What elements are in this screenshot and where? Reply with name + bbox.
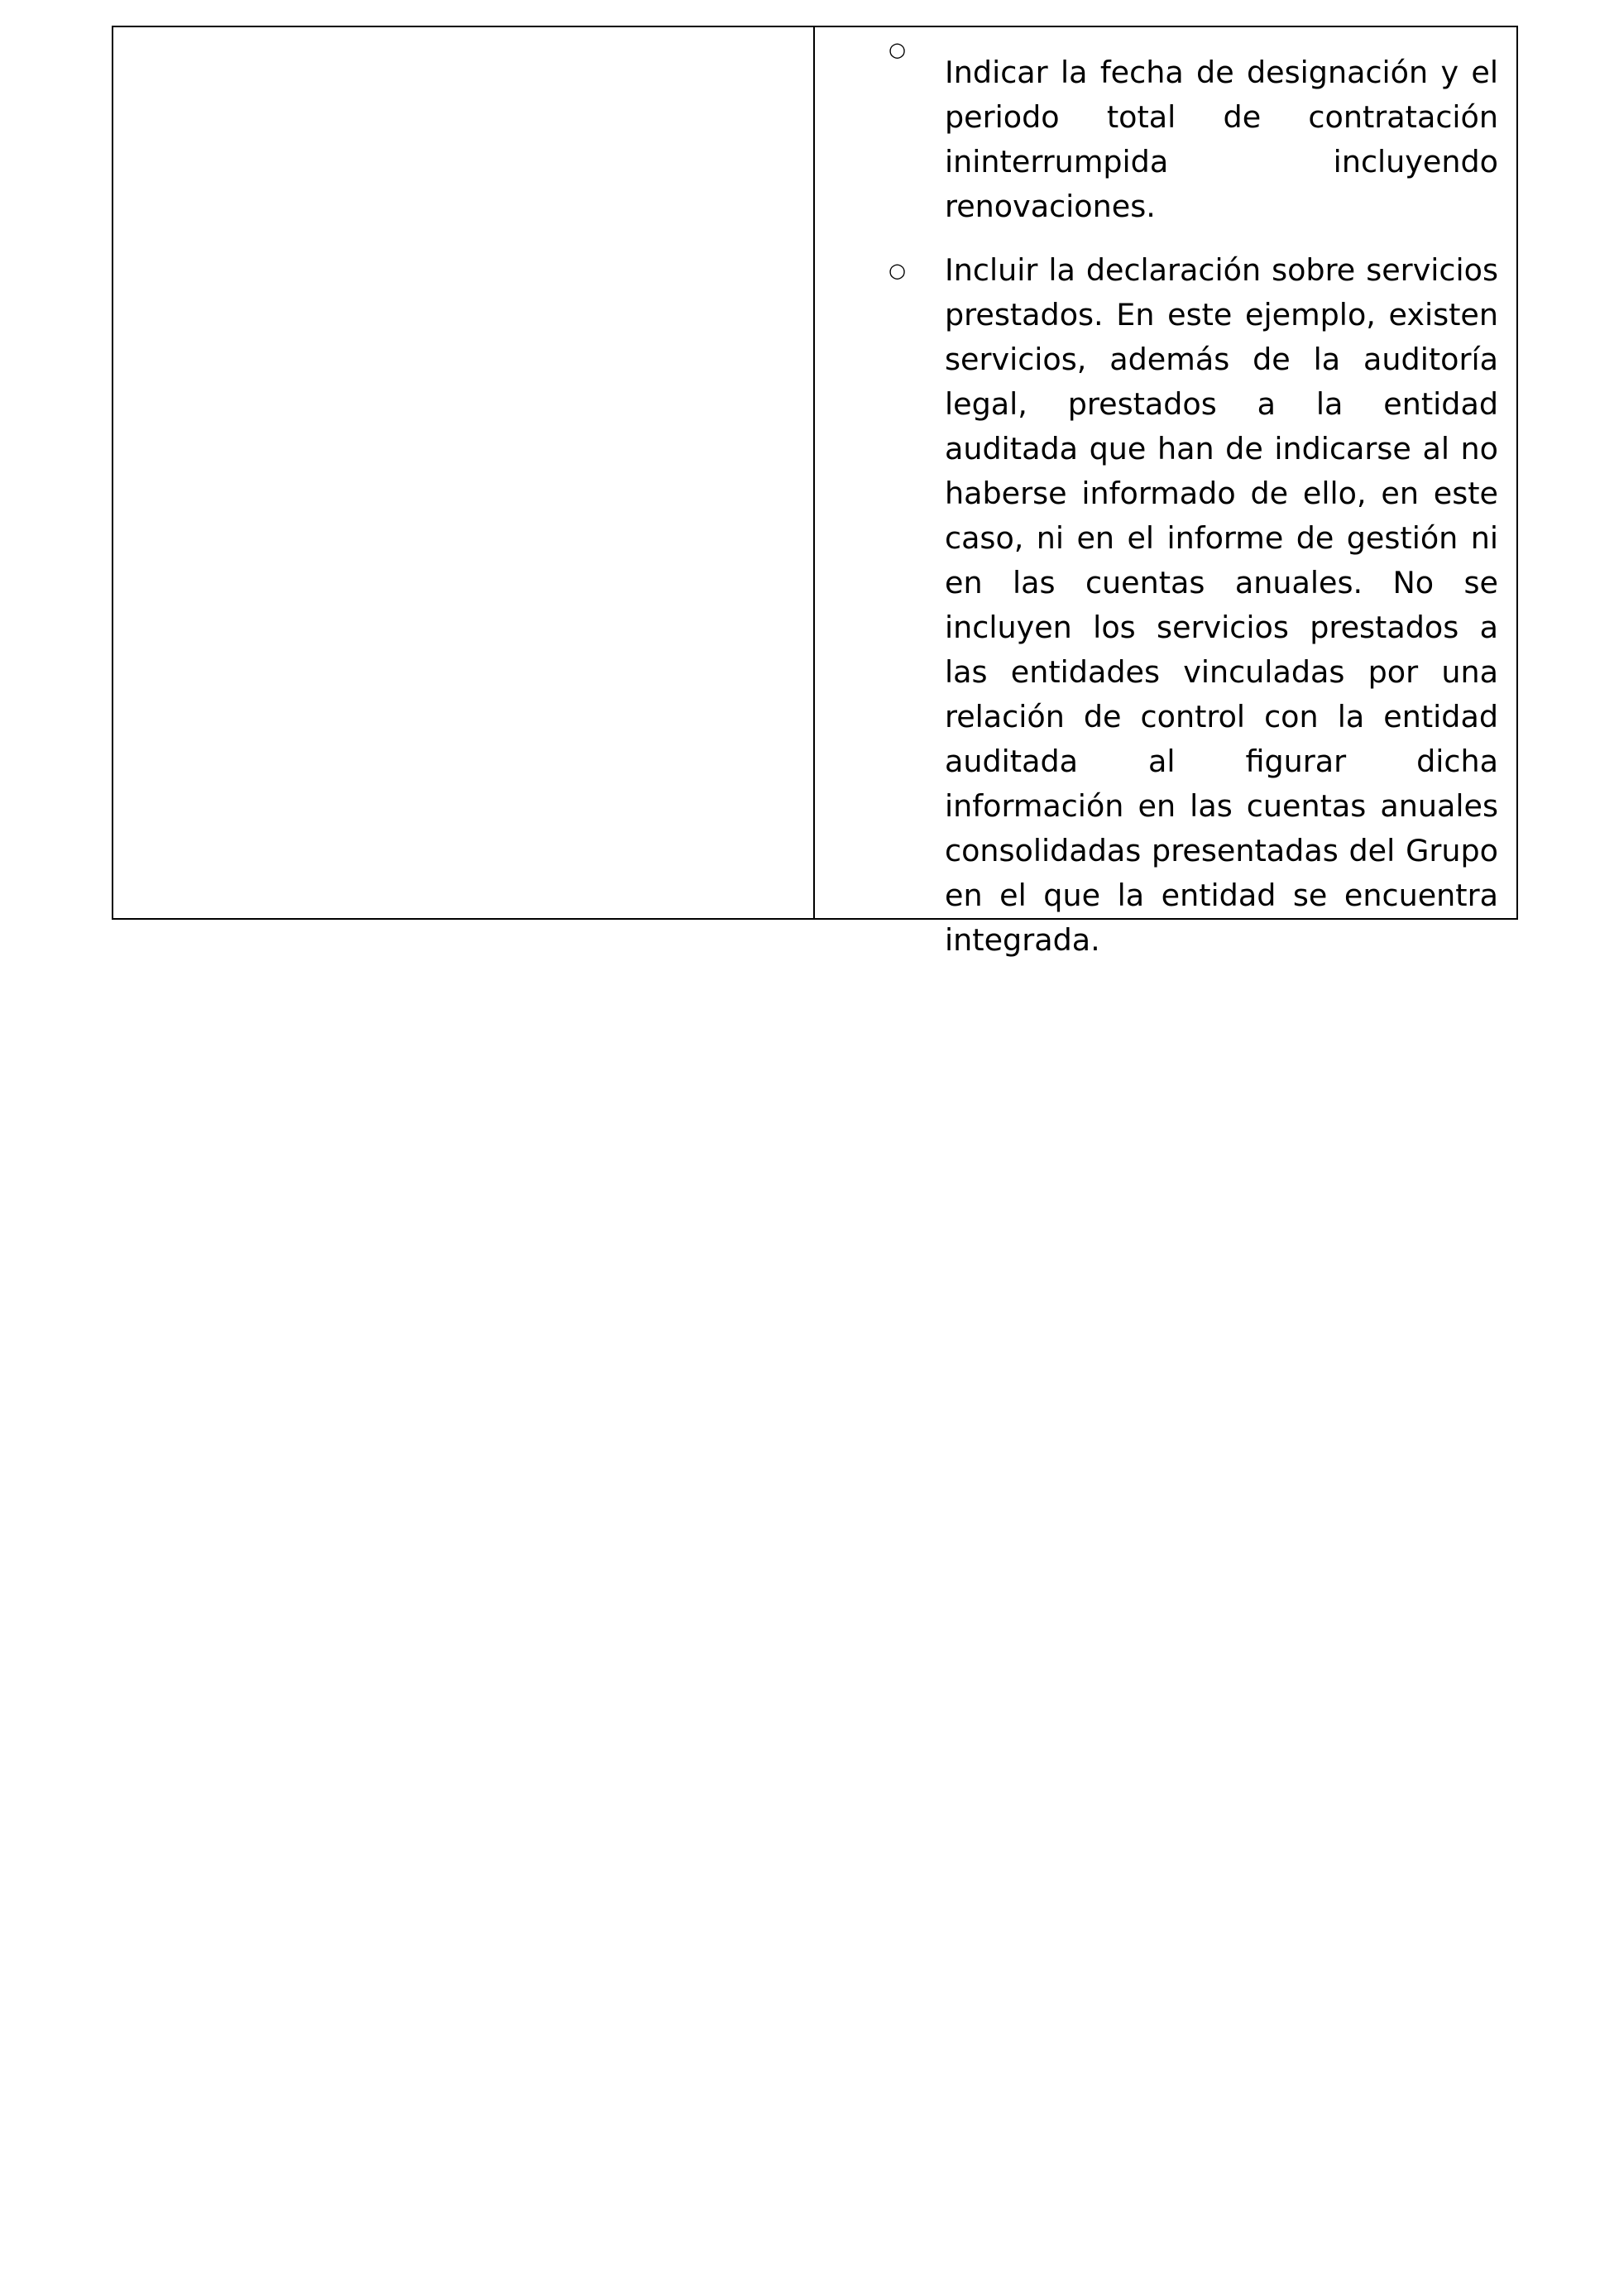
list-item-text: Indicar la fecha de designación y el periodo total de contratación ininterrumpida incluyendo renovaciones. (945, 55, 1498, 224)
table-cell-left (113, 27, 815, 918)
list-item (815, 27, 1516, 229)
list-item-text: Incluir la declaración sobre servicios prestados. En este ejemplo, existen servicios, además de la auditoría legal, prestados a la entidad auditada que han de indicarse al no haberse informado de ello, en este caso, ni en el informe de gestión ni en las cuentas anuales. No se incluyen los servicios prestados a las entidades vinculadas por una relación de control con la entidad auditada al figurar dicha información en las cuentas anuales consolidadas presentadas del Grupo en el que la entidad se encuentra integrada. (945, 252, 1498, 958)
list-item (815, 248, 1516, 963)
hollow-circle-bullet-icon: ○ (889, 38, 906, 61)
bullet-list (815, 27, 1516, 963)
table-cell-right (815, 27, 1516, 958)
content-table (112, 26, 1518, 958)
hollow-circle-bullet-icon: ○ (889, 259, 906, 282)
